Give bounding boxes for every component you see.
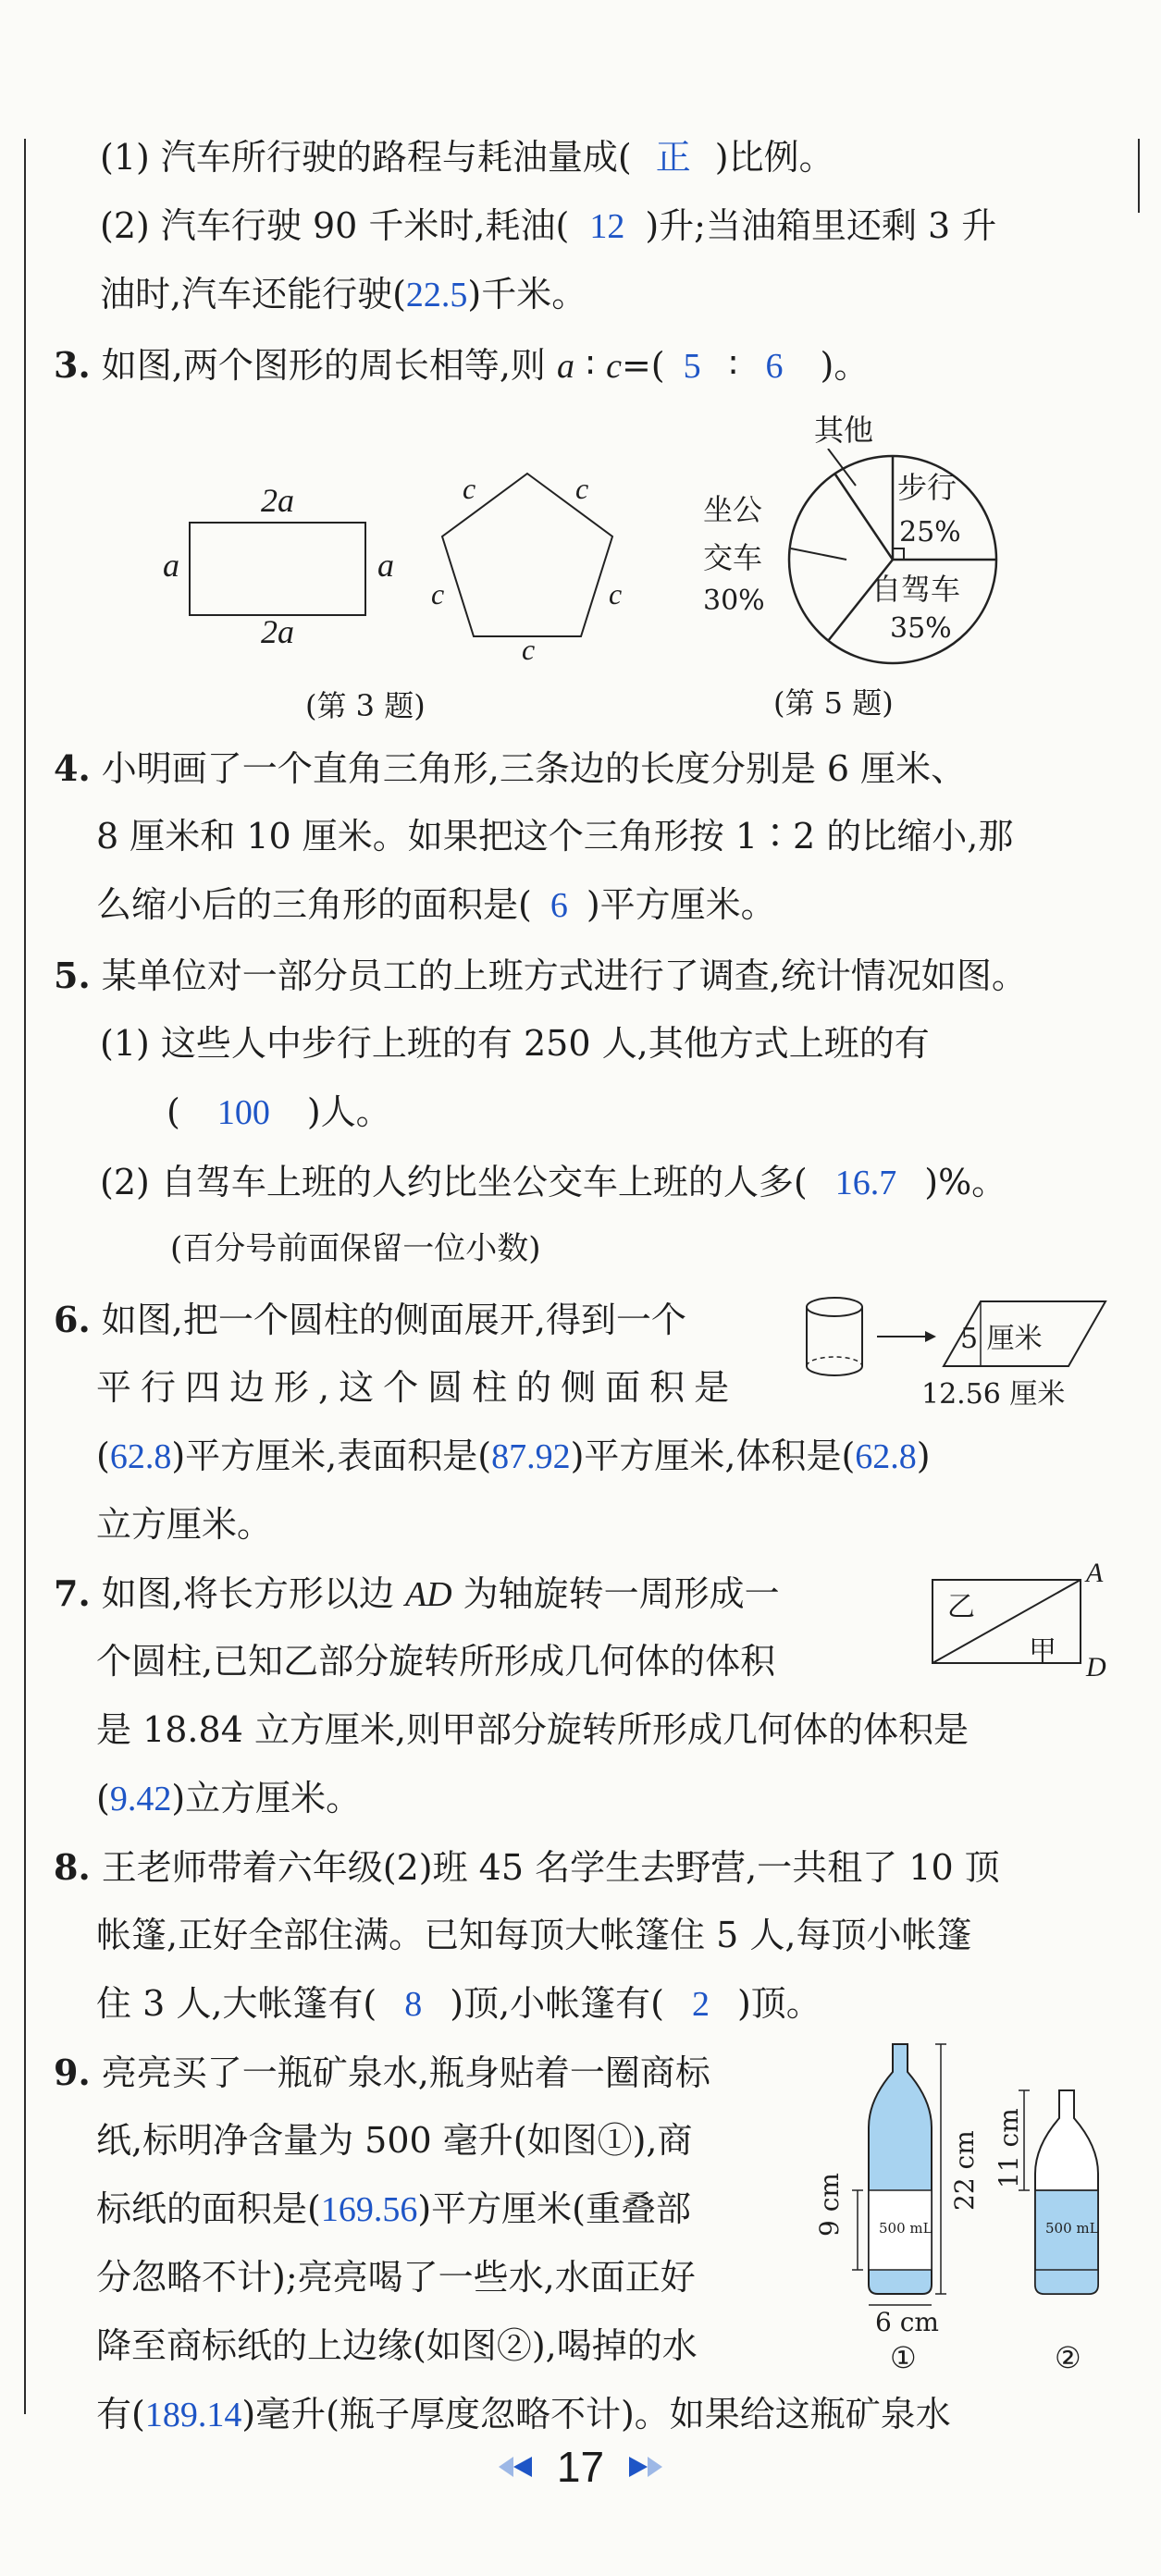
fig9-number-2: ② (1055, 2340, 1081, 2375)
q2-sub2-line2: 油时,汽车还能行驶(22.5)千米。 (100, 274, 587, 314)
next-arrow-icon (629, 2457, 648, 2477)
answer-blank: 5 (683, 347, 701, 386)
question-4-line2: 8 厘米和 10 厘米。如果把这个三角形按 1∶2 的比缩小,那 (96, 816, 1014, 857)
margin-rule-left (24, 139, 26, 2414)
rect-top-label: 2a (261, 482, 294, 519)
bottle2-label: 500 mL (1045, 2220, 1099, 2237)
answer-blank: 6 (550, 886, 568, 925)
answer-blank: 62.8 (109, 1437, 172, 1476)
answer-blank: 169.56 (320, 2190, 418, 2229)
question-5-note: (百分号前面保留一位小数) (170, 1230, 541, 1267)
answer-blank: 12 (589, 207, 625, 246)
pentagon-side-label: c (431, 577, 445, 610)
question-3: 3. 如图,两个图形的周长相等,则 a ∶ c=( 5 ∶ 6 )。 (54, 344, 870, 386)
question-5-line1: 5. 某单位对一部分员工的上班方式进行了调查,统计情况如图。 (54, 955, 1027, 996)
caption-fig5: (第 5 题) (773, 685, 894, 721)
question-7-line1: 7. 如图,将长方形以边 AD 为轴旋转一周形成一 (54, 1572, 780, 1614)
figure-bottles (828, 2035, 1133, 2331)
answer-blank: 2 (691, 1985, 710, 2024)
question-6-line1: 6. 如图,把一个圆柱的侧面展开,得到一个 (54, 1299, 686, 1340)
pentagon-side-label: c (463, 472, 476, 505)
pie-label-other: 其他 (814, 413, 874, 448)
fig9-height-11cm: 11 cm (994, 2108, 1024, 2188)
pie-bus-pct: 30% (703, 585, 765, 617)
prev-arrow-icon (513, 2457, 532, 2477)
question-7-line4: (9.42)立方厘米。 (96, 1778, 362, 1818)
question-9-line4: 分忽略不计);亮亮喝了一些水,水面正好 (96, 2257, 696, 2298)
caption-fig3: (第 3 题) (305, 688, 426, 723)
question-8-line1: 8. 王老师带着六年级(2)班 45 名学生去野营,一共租了 10 顶 (54, 1846, 1000, 1888)
question-9-line2: 纸,标明净含量为 500 毫升(如图①),商 (96, 2120, 693, 2161)
answer-blank: 100 (216, 1093, 270, 1132)
question-8-line2: 帐篷,正好全部住满。已知每顶大帐篷住 5 人,每顶小帐篷 (96, 1915, 972, 1955)
question-9-line6: 有(189.14)毫升(瓶子厚度忽略不计)。如果给这瓶矿泉水 (96, 2394, 951, 2434)
answer-blank: 22.5 (405, 276, 468, 314)
rect-bottom-label: 2a (261, 613, 294, 650)
fig9-height-9cm: 9 cm (814, 2173, 845, 2237)
question-7-line3: 是 18.84 立方厘米,则甲部分旋转所形成几何体的体积是 (96, 1709, 970, 1750)
question-6-line3: (62.8)平方厘米,表面积是(87.92)平方厘米,体积是(62.8) (96, 1436, 931, 1476)
q2-sub1: (1) 汽车所行驶的路程与耗油量成( 正 )比例。 (100, 137, 834, 178)
answer-blank: 正 (655, 139, 691, 178)
fig7-label-yi: 乙 (947, 1591, 975, 1623)
pie-walk-pct: 25% (899, 516, 961, 548)
question-7-line2: 个圆柱,已知乙部分旋转所形成几何体的体积 (96, 1641, 776, 1682)
question-9-line3: 标纸的面积是(169.56)平方厘米(重叠部 (96, 2188, 691, 2229)
question-9-line1: 9. 亮亮买了一瓶矿泉水,瓶身贴着一圈商标 (54, 2052, 710, 2093)
fig6-height-label: 5 厘米 (960, 1323, 1043, 1355)
margin-rule-right (1138, 139, 1140, 213)
pie-label-bus: 交车 (703, 540, 763, 575)
bottle1-label: 500 mL (879, 2220, 933, 2237)
pie-label-walk: 步行 (897, 470, 957, 505)
fig6-base-label: 12.56 厘米 (921, 1378, 1066, 1411)
question-5-sub2: (2) 自驾车上班的人约比坐公交车上班的人多( 16.7 )%。 (100, 1162, 1007, 1202)
rect-left-label: a (163, 547, 179, 584)
pentagon-side-label: c (522, 633, 536, 666)
question-5-sub1: (1) 这些人中步行上班的有 250 人,其他方式上班的有 (100, 1023, 930, 1064)
pie-label-car: 自驾车 (871, 572, 961, 607)
question-6-line4: 立方厘米。 (96, 1504, 273, 1545)
fig7-label-D: D (1086, 1652, 1106, 1682)
answer-blank: 62.8 (855, 1437, 917, 1476)
answer-blank: 16.7 (834, 1164, 897, 1202)
answer-blank: 8 (404, 1985, 423, 2024)
fig7-label-A: A (1086, 1558, 1104, 1588)
pie-car-pct: 35% (890, 612, 952, 645)
question-8-line3: 住 3 人,大帐篷有( 8 )顶,小帐篷有( 2 )顶。 (96, 1983, 821, 2024)
next-arrow-icon (648, 2457, 662, 2477)
answer-blank: 87.92 (491, 1437, 571, 1476)
page-number: 17 (556, 2443, 605, 2491)
question-6-line2: 平行四边形,这个圆柱的侧面积是 (96, 1367, 739, 1408)
question-5-sub1-answer: ( 100 )人。 (167, 1091, 391, 1132)
q2-sub2-line1: (2) 汽车行驶 90 千米时,耗油( 12 )升;当油箱里还剩 3 升 (100, 205, 997, 246)
question-9-line5: 降至商标纸的上边缘(如图②),喝掉的水 (96, 2325, 698, 2366)
fig9-height-22cm: 22 cm (949, 2130, 980, 2211)
rect-right-label: a (377, 547, 394, 584)
answer-blank: 6 (765, 347, 784, 386)
question-4-line3: 么缩小后的三角形的面积是( 6 )平方厘米。 (96, 884, 776, 925)
prev-arrow-icon (499, 2457, 513, 2477)
fig7-label-jia: 甲 (1029, 1635, 1056, 1668)
question-4-line1: 4. 小明画了一个直角三角形,三条边的长度分别是 6 厘米、 (54, 747, 967, 789)
page-footer (0, 2442, 1161, 2492)
answer-blank: 9.42 (109, 1780, 172, 1818)
fig9-width-6cm: 6 cm (875, 2307, 939, 2337)
answer-blank: 189.14 (144, 2396, 242, 2434)
fig9-number-1: ① (890, 2340, 917, 2375)
pentagon-side-label: c (575, 472, 589, 505)
pie-label-bus: 坐公 (703, 492, 763, 527)
pentagon-side-label: c (609, 577, 623, 610)
